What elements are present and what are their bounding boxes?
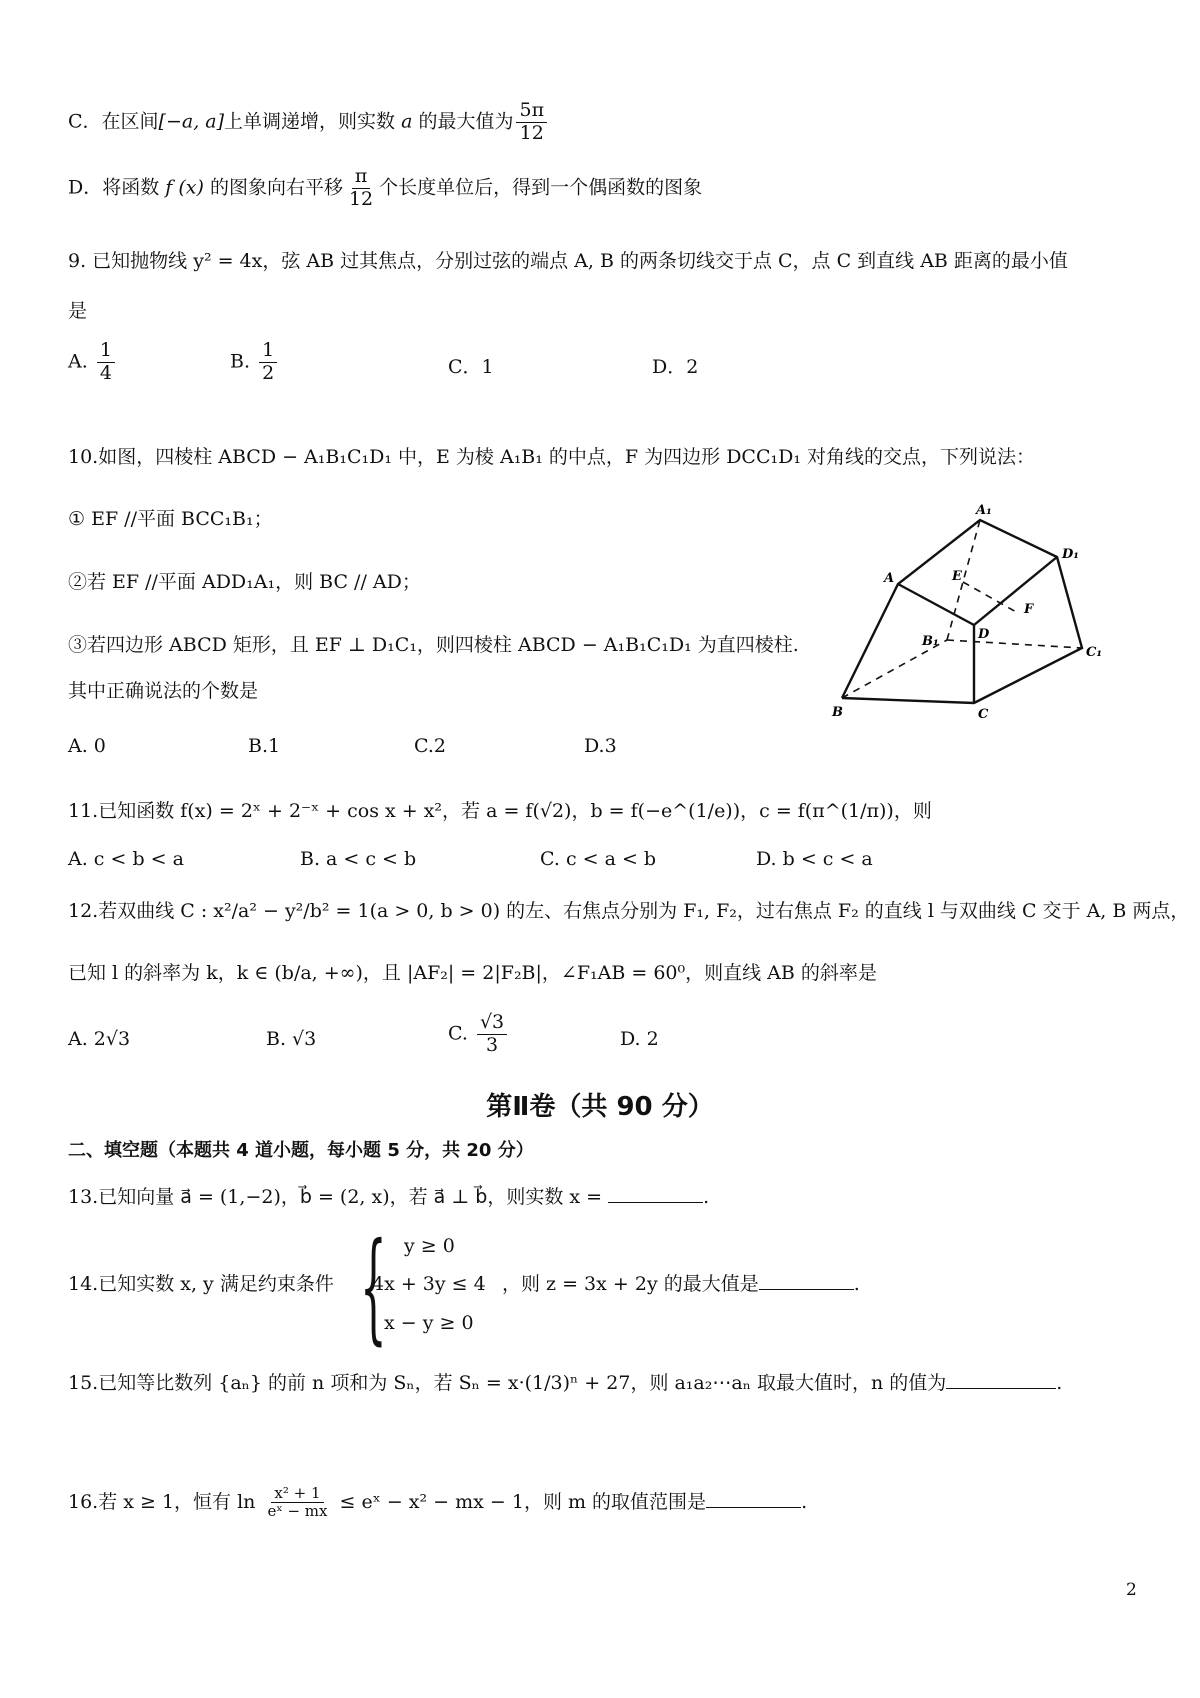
q9-option-b [230,340,280,385]
q13-line [68,1186,709,1209]
q8-d-fraction [346,166,376,211]
q11-option-a: A. c < b < a [68,848,184,870]
q14-suffix: ，则 z = 3x + 2y 的最大值是 [502,1273,759,1295]
q10-option-a: A. 0 [68,735,106,757]
prism-solid-edges [842,520,1082,703]
q9-option-d: D．2 [652,356,699,378]
q9-a-fraction [97,340,115,385]
q10-stem: 10.如图，四棱柱 ABCD − A₁B₁C₁D₁ 中，E 为棱 A₁B₁ 的中点，F 为四边形 DCC₁D₁ 对角线的交点，下列说法： [68,446,1036,468]
q14-constraint-1: y ≥ 0 [404,1235,455,1257]
q10-option-b: B.1 [248,735,281,757]
q14-constraint-3: x − y ≥ 0 [384,1312,474,1334]
q16-line [68,1485,807,1521]
q8-d-suffix: 个长度单位后，得到一个偶函数的图象 [379,176,703,199]
q8-c-prefix: C．在区间 [68,110,159,133]
q11-stem: 11.已知函数 f(x) = 2ˣ + 2⁻ˣ + cos x + x²，若 a = f(√2)，b = f(−e^(1/e))，c = f(π^(1/π))，则 [68,800,932,822]
q12-option-c [448,1012,510,1057]
q9-b-fraction [259,340,277,385]
q8-d-den: 12 [348,187,374,210]
q13-end: . [703,1186,710,1208]
label-c1: C₁ [1086,645,1103,660]
label-f: F [1024,602,1034,617]
q15-answer-blank[interactable] [946,1387,1056,1389]
label-c: C [978,707,989,722]
q9-a-num: 1 [97,340,115,363]
q11-option-c: C. c < a < b [540,848,657,870]
q10-statement-4: 其中正确说法的个数是 [68,680,259,702]
q8-d-num: π [352,166,371,189]
part2-title: 第Ⅱ卷（共 90 分） [486,1092,714,1122]
q14-suffix-line [502,1273,860,1296]
q16-end: . [801,1490,808,1513]
q9-stem-line1: 9. 已知抛物线 y² = 4x，弦 AB 过其焦点，分别过弦的端点 A, B 的两条切线交于点 C，点 C 到直线 AB 距离的最小值 [68,250,1068,272]
q9-option-c: C．1 [448,356,494,378]
label-d: D [978,627,990,642]
q16-suffix: ≤ eˣ − x² − mx − 1，则 m 的取值范围是 [339,1490,707,1513]
q12-c-den: 3 [486,1033,499,1056]
prism-figure [830,500,1120,730]
q14-constraint-2: 4x + 3y ≤ 4 [372,1273,486,1295]
label-e: E [952,569,962,584]
q9-b-den: 2 [262,361,275,384]
q11-option-d: D. b < c < a [756,848,873,870]
part2-section-heading: 二、填空题（本题共 4 道小题，每小题 5 分，共 20 分） [68,1140,534,1161]
q10-option-d: D.3 [584,735,617,757]
q8-c-fraction [516,100,547,145]
q8-d-prefix: D．将函数 [68,176,160,199]
q11-option-b: B. a < c < b [300,848,417,870]
q14-brace: { [360,1218,387,1357]
q10-statement-3: ③若四边形 ABCD 矩形，且 EF ⊥ D₁C₁，则四棱柱 ABCD − A₁B₁C₁D₁ 为直四棱柱. [68,634,799,656]
q9-b-label: B. [230,350,251,373]
label-a: A [884,571,895,586]
q9-b-num: 1 [259,340,277,363]
q16-fraction [264,1485,330,1521]
q13-answer-blank[interactable] [608,1201,703,1203]
q8-d-mid: 的图象向右平移 [209,176,343,199]
q15-line [68,1372,1062,1395]
label-d1: D₁ [1062,547,1079,562]
q9-stem-line2: 是 [68,300,88,322]
q8-c-num: 5π [516,100,547,123]
q14-prefix: 14.已知实数 x, y 满足约束条件 [68,1273,334,1295]
prism-hidden-edges [842,520,1082,698]
q12-option-d: D. 2 [620,1028,659,1050]
q12-stem-line1: 12.若双曲线 C : x²/a² − y²/b² = 1(a > 0, b > 0) 的左、右焦点分别为 F₁, F₂，过右焦点 F₂ 的直线 l 与双曲线 C 交于 A, B 两点， [68,900,1190,922]
q12-option-a: A. 2√3 [68,1028,131,1050]
q10-statement-2: ②若 EF //平面 ADD₁A₁，则 BC // AD； [68,571,421,593]
q16-prefix: 16.若 x ≥ 1，恒有 ln [68,1490,256,1513]
q16-num: x² + 1 [271,1485,323,1503]
q8-c-den: 12 [519,121,544,144]
q16-answer-blank[interactable] [706,1506,801,1508]
q10-option-c: C.2 [414,735,446,757]
q12-c-num: √3 [477,1012,507,1035]
q8-option-c [68,100,550,145]
q12-stem-line2: 已知 l 的斜率为 k，k ∈ (b/a, +∞)，且 |AF₂| = 2|F₂B|，∠F₁AB = 60⁰，则直线 AB 的斜率是 [68,962,877,984]
q9-a-den: 4 [99,361,112,384]
label-b: B [832,705,843,720]
q10-statement-1: ① EF //平面 BCC₁B₁； [68,508,273,530]
q8-c-interval: [−a, a] [158,110,225,133]
q12-c-fraction [477,1012,507,1057]
q12-option-b: B. √3 [266,1028,317,1050]
q16-den: eˣ − mx [267,1502,328,1521]
q14-end: . [853,1273,860,1295]
q8-option-d [68,166,702,211]
label-a1: A₁ [976,503,992,518]
q9-a-label: A. [68,350,88,373]
q8-c-var: a [401,110,413,133]
q8-c-mid: 上单调递增，则实数 [224,110,396,133]
q9-option-a [68,340,118,385]
q15-end: . [1056,1372,1063,1394]
q12-c-label: C. [448,1022,468,1045]
q15-text: 15.已知等比数列 {aₙ} 的前 n 项和为 Sₙ，若 Sₙ = x·(1/3)ⁿ + 27，则 a₁a₂⋯aₙ 取最大值时，n 的值为 [68,1372,947,1394]
q14-answer-blank[interactable] [759,1288,854,1290]
page-number: 2 [1126,1580,1137,1600]
q8-d-func: f (x) [165,176,204,199]
q8-c-mid2: 的最大值为 [418,110,514,133]
label-b1: B₁ [922,634,939,649]
q13-text: 13.已知向量 a⃗ = (1,−2)，b⃗ = (2, x)，若 a⃗ ⊥ b⃗，则实数 x = [68,1186,603,1208]
